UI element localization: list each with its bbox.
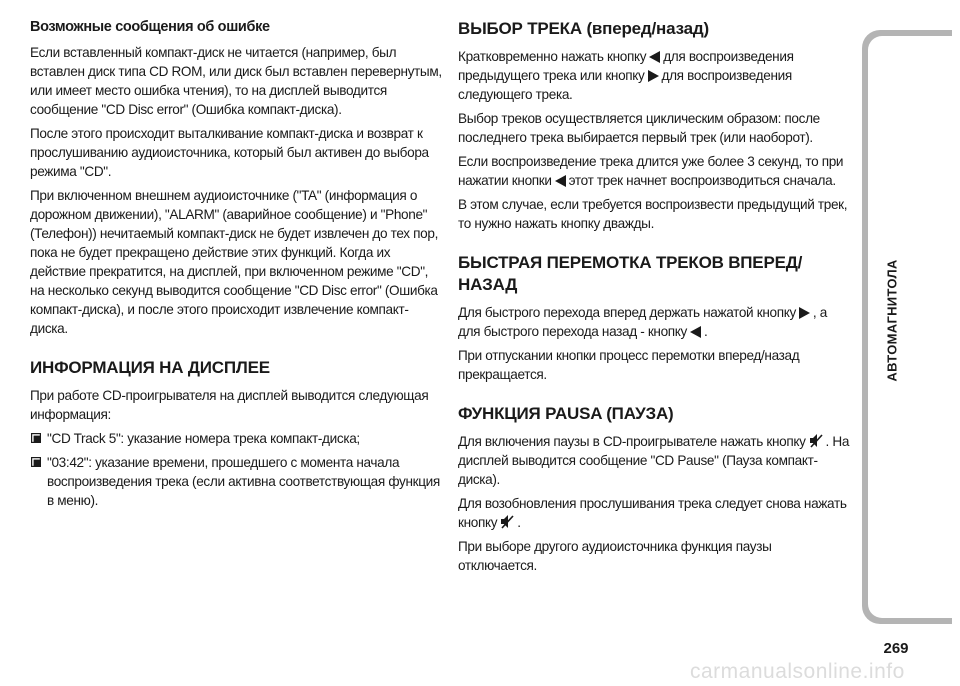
triangle-right-icon [799,307,810,319]
triangle-right-icon [648,70,659,82]
left-column [30,18,442,515]
section-title-pause: ФУНКЦИЯ PAUSA (ПАУЗА) [458,404,674,423]
paragraph: При отпускании кнопки процесс перемотки вперед/назад прекращается. [458,348,800,382]
watermark: carmanualsonline.info [690,660,905,683]
paragraph: При работе CD-проигрывателя на дисплей выводится следующая информация: [30,388,429,422]
paragraph: Если вставленный компакт-диск не читается (например, был вставлен диск типа CD ROM, или диск был вставлен перевернутым, или имеет место ошибка чтения), то на дисплей выводится сообщение "CD Disc error" (Ошибка компакт-диска). [30,45,442,117]
paragraph: Выбор треков осуществляется циклическим образом: после последнего трека выбирается первый трек (или наоборот). [458,111,820,145]
chapter-tab-inner [868,36,952,618]
paragraph: Если воспроизведение трека длится уже более 3 секунд, то при нажатии кнопки этот трек начнет воспроизводиться сначала. [458,154,844,188]
list-item-text: "CD Track 5": указание номера трека компакт-диска; [47,431,360,446]
list-item [30,453,442,510]
bullet-list [30,429,442,510]
triangle-left-icon [649,51,660,63]
section-title-errors: Возможные сообщения об ошибке [30,19,270,35]
paragraph: Кратковременно нажать кнопку для воспроизведения предыдущего трека или кнопку для воспроизведения следующего трека. [458,49,794,102]
paragraph: Для возобновления прослушивания трека следует снова нажать кнопку . [458,496,847,530]
list-item [30,429,442,448]
paragraph: После этого происходит выталкивание компакт-диска и возврат к прослушиванию аудиоисточника, который был активен до выбора режима "CD". [30,126,429,179]
section-title-fast-forward: БЫСТРАЯ ПЕРЕМОТКА ТРЕКОВ ВПЕРЕД/НАЗАД [458,253,803,294]
triangle-left-icon [690,326,701,338]
list-item-text: "03:42": указание времени, прошедшего с момента начала воспроизведения трека (если активна соответствующая функция в меню). [47,455,440,508]
right-column [458,18,851,580]
paragraph: При включенном внешнем аудиоисточнике ("TA" (информация о дорожном движении), "ALARM" (аварийное сообщение) и "Phone" (Телефон)) нечитаемый компакт-диск не будет извлечен до тех пор, пока не будет прекращено действие этих функций. Когда их действие прекратится, на дисплей, при включенном режиме "CD", на несколько секунд выводится сообщение "CD Disc error" (Ошибка компакт-диска), и после этого происходит извлечение компакт-диска. [30,188,439,336]
checkbox-icon [31,433,41,443]
paragraph: В этом случае, если требуется воспроизвести предыдущий трек, то нужно нажать кнопку дважды. [458,197,848,231]
paragraph: При выборе другого аудиоисточника функция паузы отключается. [458,539,772,573]
chapter-label: АВТОМАГНИТОЛА [884,258,900,382]
mute-pause-icon [809,433,823,448]
mute-pause-icon [500,514,514,529]
paragraph: Для включения паузы в CD-проигрывателе нажать кнопку . На дисплей выводится сообщение "CD Pause" (Пауза компакт-диска). [458,434,850,487]
triangle-left-icon [555,175,566,187]
checkbox-icon [31,457,41,467]
section-title-display-info: ИНФОРМАЦИЯ НА ДИСПЛЕЕ [30,358,270,377]
page-number: 269 [883,640,909,657]
paragraph: Для быстрого перехода вперед держать нажатой кнопку , а для быстрого перехода назад - кнопку . [458,305,827,339]
section-title-track-select: ВЫБОР ТРЕКА (вперед/назад) [458,19,709,38]
